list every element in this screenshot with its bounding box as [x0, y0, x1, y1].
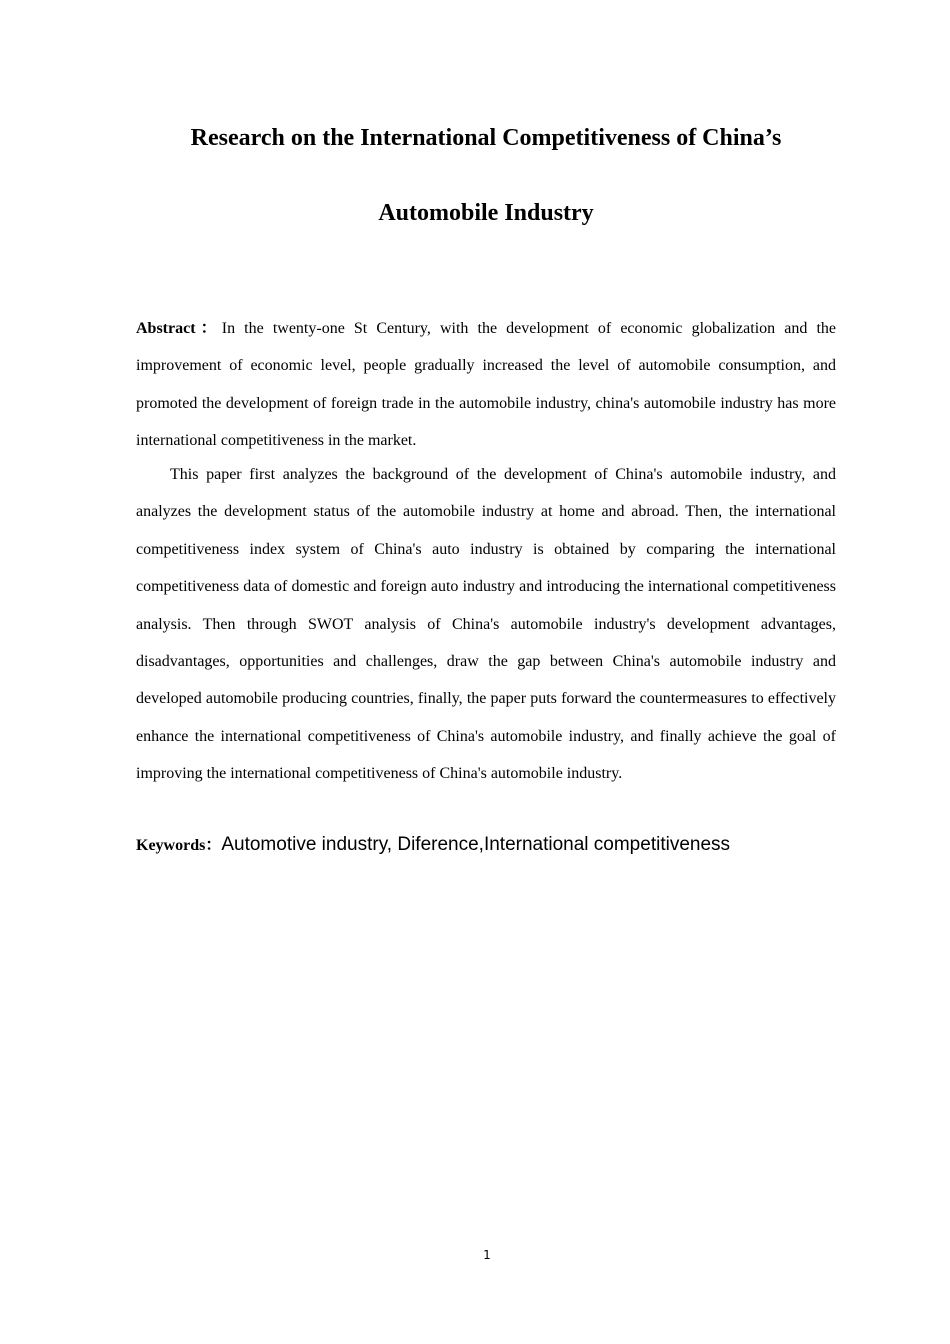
body-paragraph: This paper first analyzes the background of the development of China's automobile industry, and analyzes the development status of the automobile industry at home and abroad. Then, the international competitiveness index system of China's auto industry is obtained by comparing the international competitiveness data of domestic and foreign auto industry and introducing the international competitiveness analysis. Then through SWOT analysis of China's automobile industry's development advantages, disadvantages, opportunities and challenges, draw the gap between China's automobile industry and developed automobile producing countries, finally, the paper puts forward the countermeasures to effectively enhance the international competitiveness of China's automobile industry, and finally achieve the goal of improving the international competitiveness of China's automobile industry. [136, 466, 836, 783]
page-number: 1 [483, 1248, 491, 1262]
abstract-label: Abstract： [136, 320, 222, 337]
keywords-line [136, 830, 856, 861]
keywords-text: Automotive industry, Diference,International competitiveness [221, 834, 731, 855]
document-title-line-1: Research on the International Competitiveness of China’s [190, 125, 782, 151]
document-title-line-2: Automobile Industry [378, 200, 594, 226]
keywords-label: Keywords： [136, 837, 222, 854]
abstract-paragraph [136, 310, 836, 460]
abstract-text: In the twenty-one St Century, with the development of economic globalization and the improvement of economic level, people gradually increased the level of automobile consumption, and promoted the development of foreign trade in the automobile industry, china's automobile industry has more international competitiveness in the market. [136, 320, 836, 450]
